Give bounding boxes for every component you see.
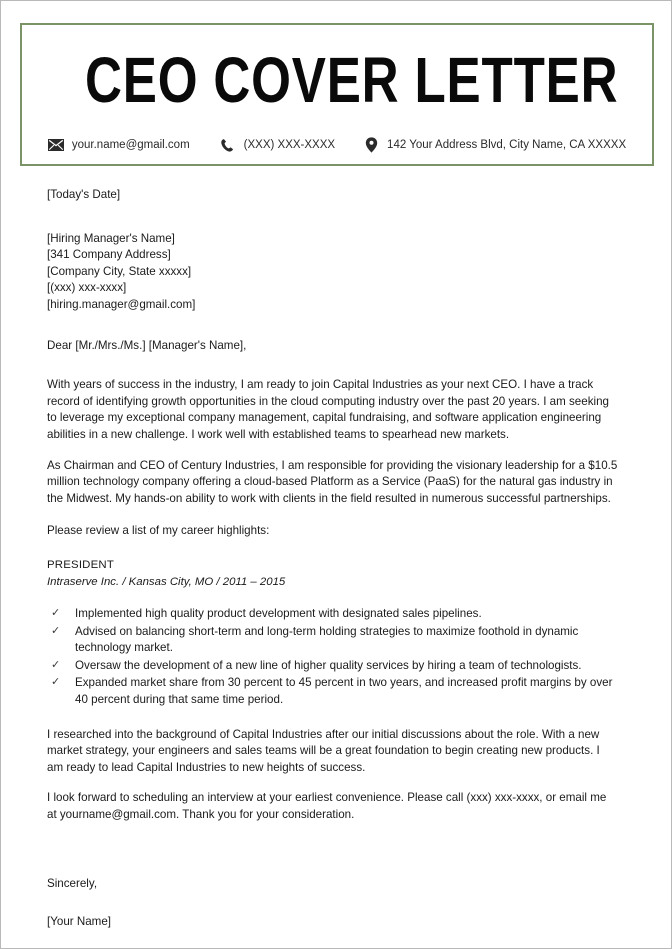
highlights-list [47,606,619,709]
envelope-icon [48,137,64,153]
list-item-text: Expanded market share from 30 percent to 45 percent in two years, and increased profit margins by over 40 percent during that same time period. [75,676,613,707]
salutation: Dear [Mr./Mrs./Ms.] [Manager's Name], [47,338,247,352]
contact-email-text: your.name@gmail.com [71,139,190,151]
header-frame [20,23,654,166]
check-icon: ✓ [51,624,61,637]
highlights-intro: Please review a list of my career highlights: [47,524,270,538]
letter-date: [Today's Date] [47,188,121,201]
recipient-line: [(xxx) xxx-xxxx] [47,281,127,295]
experience-job-title: PRESIDENT [47,558,114,571]
contact-address-text: 142 Your Address Blvd, City Name, CA XXXXX [387,139,627,151]
list-item [47,624,619,657]
recipient-line: [hiring.manager@gmail.com] [47,297,196,311]
signature-name: [Your Name] [47,915,112,929]
contact-address [363,137,626,153]
paragraph-2: As Chairman and CEO of Century Industries, I am responsible for providing the visionary leadership for a $10.5 million technology company offering a cloud-based Platform as a Service (PaaS) for the natural gas industry in the Midwest. My hands-on ability to work with clients in the field resulted in numerous successful partnerships. [47,458,618,505]
closing-salutation: Sincerely, [47,876,98,890]
recipient-block [47,231,619,314]
experience-company-meta: Intraserve Inc. / Kansas City, MO / 2011 – 2015 [47,575,286,588]
contact-email [48,137,190,153]
page-title: CEO COVER LETTER [85,44,619,116]
list-item-text: Oversaw the development of a new line of higher quality services by hiring a team of technologists. [75,658,582,672]
check-icon: ✓ [51,658,61,671]
contact-row [22,137,652,153]
paragraph-1: With years of success in the industry, I am ready to join Capital Industries as your next CEO. I have a track record of identifying growth opportunities in the cloud computing industry over the past 20 years. I am seeking to leverage my exceptional company management, capital fundraising, and software application engineering abilities in a new challenge. I work well with established teams to spearhead new markets. [47,378,609,441]
paragraph-4: I look forward to scheduling an interview at your earliest convenience. Please call (xxx) xxx-xxxx, or email me at yourname@gmail.com. Thank you for your consideration. [47,791,607,822]
letter-body [47,187,619,931]
list-item [47,606,619,623]
list-item-text: Advised on balancing short-term and long-term holding strategies to maximize foothold in dynamic technology market. [75,624,579,655]
phone-icon [220,137,236,153]
location-pin-icon [363,137,379,153]
contact-phone [220,137,335,153]
paragraph-3: I researched into the background of Capital Industries after our initial discussions about the role. With a new market strategy, your engineers and sales teams will be a great foundation to begin creating new products. I am ready to lead Capital Industries to new heights of success. [47,727,600,774]
list-item [47,658,619,675]
recipient-line: [341 Company Address] [47,248,171,262]
recipient-line: [Hiring Manager's Name] [47,231,175,245]
check-icon: ✓ [51,607,61,620]
contact-phone-text: (XXX) XXX-XXXX [243,139,336,151]
check-icon: ✓ [51,676,61,689]
list-item [47,675,619,708]
list-item-text: Implemented high quality product development with designated sales pipelines. [75,607,482,621]
recipient-line: [Company City, State xxxxx] [47,264,192,278]
